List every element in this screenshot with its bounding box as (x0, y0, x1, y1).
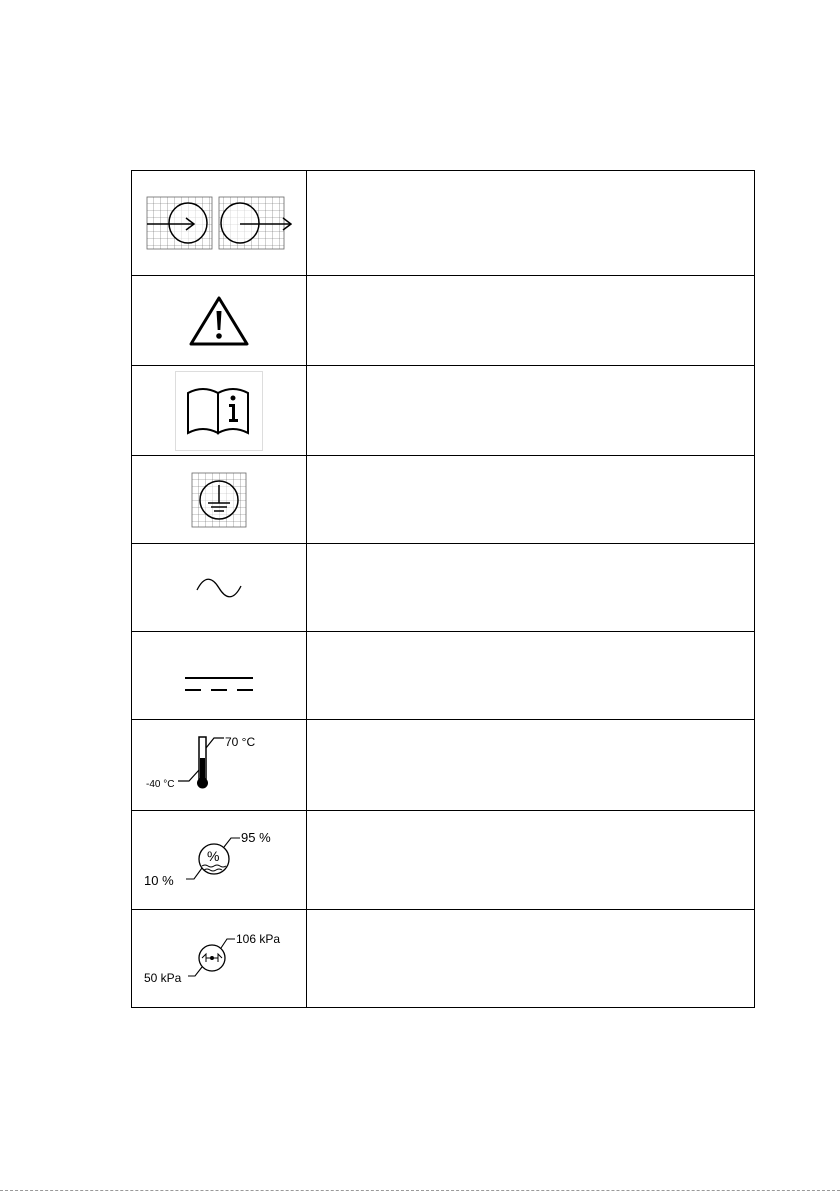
symbol-description (307, 456, 755, 544)
temperature-high-label: 70 °C (225, 735, 256, 749)
humidity-limit-icon (144, 829, 294, 891)
symbol-description (307, 276, 755, 366)
table-row (132, 811, 755, 910)
symbol-description (307, 720, 755, 811)
symbol-cell (132, 811, 307, 910)
table-row (132, 276, 755, 366)
temperature-limit-icon (144, 734, 294, 796)
table-row (132, 910, 755, 1008)
table-row (132, 544, 755, 632)
alternating-current-icon (194, 576, 244, 600)
direct-current-icon (183, 664, 255, 704)
symbol-cell (132, 276, 307, 366)
humidity-percent-glyph: % (207, 848, 220, 864)
protective-earth-icon (191, 472, 247, 528)
table-row (132, 720, 755, 811)
symbol-cell (132, 171, 307, 276)
symbol-cell (132, 632, 307, 720)
symbol-cell (132, 366, 307, 456)
symbol-description (307, 544, 755, 632)
symbol-description (307, 910, 755, 1008)
warning-icon (188, 295, 250, 347)
table-row (132, 171, 755, 276)
symbol-cell (132, 910, 307, 1008)
symbol-description (307, 632, 755, 720)
port-in-out-icon (146, 196, 292, 250)
pressure-low-label: 50 kPa (144, 970, 182, 985)
table-row (132, 366, 755, 456)
symbol-description (307, 366, 755, 456)
page-bottom-border (0, 1190, 840, 1191)
table-row (132, 632, 755, 720)
pressure-limit-icon (144, 928, 294, 990)
humidity-low-label: 10 % (144, 873, 174, 888)
symbol-description (307, 171, 755, 276)
symbol-description (307, 811, 755, 910)
symbol-cell (132, 456, 307, 544)
temperature-low-label: -40 °C (146, 779, 175, 790)
consult-instructions-icon (175, 371, 263, 451)
pressure-high-label: 106 kPa (236, 931, 281, 946)
table-row (132, 456, 755, 544)
symbol-cell (132, 720, 307, 811)
symbol-table (131, 170, 755, 1008)
symbol-cell (132, 544, 307, 632)
humidity-high-label: 95 % (241, 830, 271, 845)
